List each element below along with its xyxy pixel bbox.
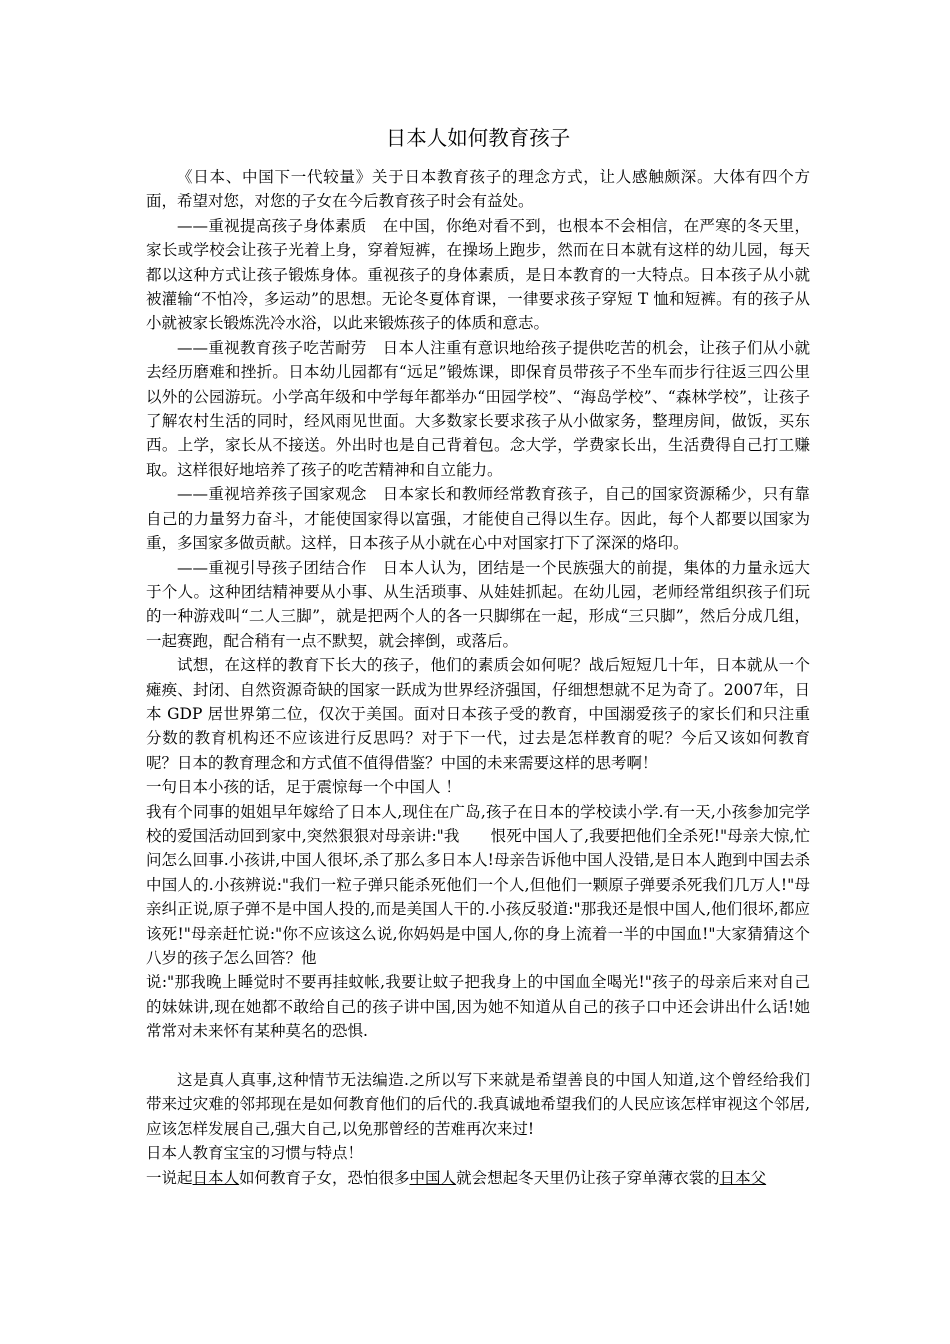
section-hardship: ——重视教育孩子吃苦耐劳 日本人注重有意识地给孩子提供吃苦的机会，让孩子们从小就去经历磨难和挫折。日本幼儿园都有“远足”锻炼课，即保育员带孩子不坐车而步行往返三四公里以外的公园游玩。小学高年级和中学每年都举办“田园学校”、“海岛学校”、“森林学校”，让孩子了解农村生活的同时，经风雨见世面。大多数家长要求孩子从小做家务，整理房间，做饭，买东西。上学，家长从不接送。外出时也是自己背着包。念大学，学费家长出，生活费得自己打工赚取。这样很好地培养了孩子的吃苦精神和自立能力。: [146, 338, 810, 479]
link-japanese[interactable]: 日本人: [192, 1168, 240, 1187]
intro-paragraph: 《日本、中国下一代较量》关于日本教育孩子的理念方式，让人感触颇深。大体有四个方面，希望对您，对您的子女在今后教育孩子时会有益处。: [146, 168, 810, 211]
last-text-1: 一说起: [146, 1168, 193, 1187]
section-physical-fitness: ——重视提高孩子身体素质 在中国，你绝对看不到，也根本不会相信，在严寒的冬天里，家长或学校会让孩子光着上身，穿着短裤，在操场上跑步，然而在日本就有这样的幼儿园，每天都以这种方式让孩子锻炼身体。重视孩子的身体素质，是日本教育的一大特点。日本孩子从小就被灌输“不怕冷，多运动”的思想。无论冬夏体育课，一律要求孩子穿短 T 恤和短裤。有的孩子从小就被家长锻炼洗冷水浴，以此来锻炼孩子的体质和意志。: [146, 216, 810, 333]
last-text-3: 就会想起冬天里仍让孩子穿单薄衣裳的: [456, 1168, 720, 1187]
last-paragraph: [146, 1166, 810, 1190]
subheading-baby-education: 日本人教育宝宝的习惯与特点！: [146, 1144, 364, 1163]
link-japanese-parents[interactable]: 日本父: [719, 1168, 767, 1187]
last-text-2: 如何教育子女，恐怕很多: [239, 1168, 410, 1187]
section-teamwork: ——重视引导孩子团结合作 日本人认为，团结是一个民族强大的前提，集体的力量永远大于个人。这种团结精神要从小事、从生活琐事、从娃娃抓起。在幼儿园，老师经常组织孩子们玩的一种游戏叫“二人三脚”，就是把两个人的各一只脚绑在一起，形成“三只脚”，然后分成几组，一起赛跑，配合稍有一点不默契，就会摔倒，或落后。: [146, 558, 810, 650]
reflection-paragraph: 试想，在这样的教育下长大的孩子，他们的素质会如何呢？战后短短几十年，日本就从一个瘫痪、封闭、自然资源奇缺的国家一跃成为世界经济强国，仔细想想就不足为奇了。2007年，日本 GDP 居世界第二位，仅次于美国。面对日本孩子受的教育，中国溺爱孩子的家长们和只注重分数的教育机构还不应该进行反思吗？对于下一代，过去是怎样教育的呢？今后又该如何教育呢？日本的教育理念和方式值不值得借鉴？中国的未来需要这样的思考啊！: [146, 656, 810, 772]
story-paragraph-continued: 说:"那我晚上睡觉时不要再挂蚊帐,我要让蚊子把我身上的中国血全喝光!"孩子的母亲后来对自己的妹妹讲,现在她都不敢给自己的孩子讲中国,因为她不知道从自己的孩子口中还会讲出什么话!她常常对未来怀有某种莫名的恐惧.: [146, 973, 810, 1041]
closing-paragraph: 这是真人真事,这种情节无法编造.之所以写下来就是希望善良的中国人知道,这个曾经给我们带来过灾难的邻邦现在是如何教育他们的后代的.我真诚地希望我们的人民应该怎样审视这个邻居,应该怎样发展自己,强大自己,以免那曾经的苦难再次来过!: [146, 1071, 810, 1138]
link-chinese[interactable]: 中国人: [409, 1168, 457, 1187]
document-title: 日本人如何教育孩子: [385, 126, 571, 150]
section-national-concept: ——重视培养孩子国家观念 日本家长和教师经常教育孩子，自己的国家资源稀少，只有靠自己的力量努力奋斗，才能使国家得以富强，才能使自己得以生存。因此，每个人都要以国家为重，多国家多做贡献。这样，日本孩子从小就在心中对国家打下了深深的烙印。: [146, 485, 810, 553]
blank-line: [146, 1044, 810, 1068]
subheading-child-quote: 一句日本小孩的话，足于震惊每一个中国人 ！: [146, 778, 461, 797]
story-paragraph: 我有个同事的姐姐早年嫁给了日本人,现住在广岛,孩子在日本的学校读小学.有一天,小孩参加完学校的爱国活动回到家中,突然狠狠对母亲讲:"我 恨死中国人了,我要把他们全杀死!"母亲大惊,忙问怎么回事.小孩讲,中国人很坏,杀了那么多日本人!母亲告诉他中国人没错,是日本人跑到中国去杀中国人的.小孩辨说:"我们一粒子弹只能杀死他们一个人,但他们一颗原子弹要杀死我们几万人!"母亲纠正说,原子弹不是中国人投的,而是美国人干的.小孩反驳道:"那我还是恨中国人,他们很坏,都应该死!"母亲赶忙说:"你不应该这么说,你妈妈是中国人,你的身上流着一半的中国血!"大家猜猜这个八岁的孩子怎么回答？他: [146, 802, 810, 967]
document-body: [146, 165, 810, 1190]
